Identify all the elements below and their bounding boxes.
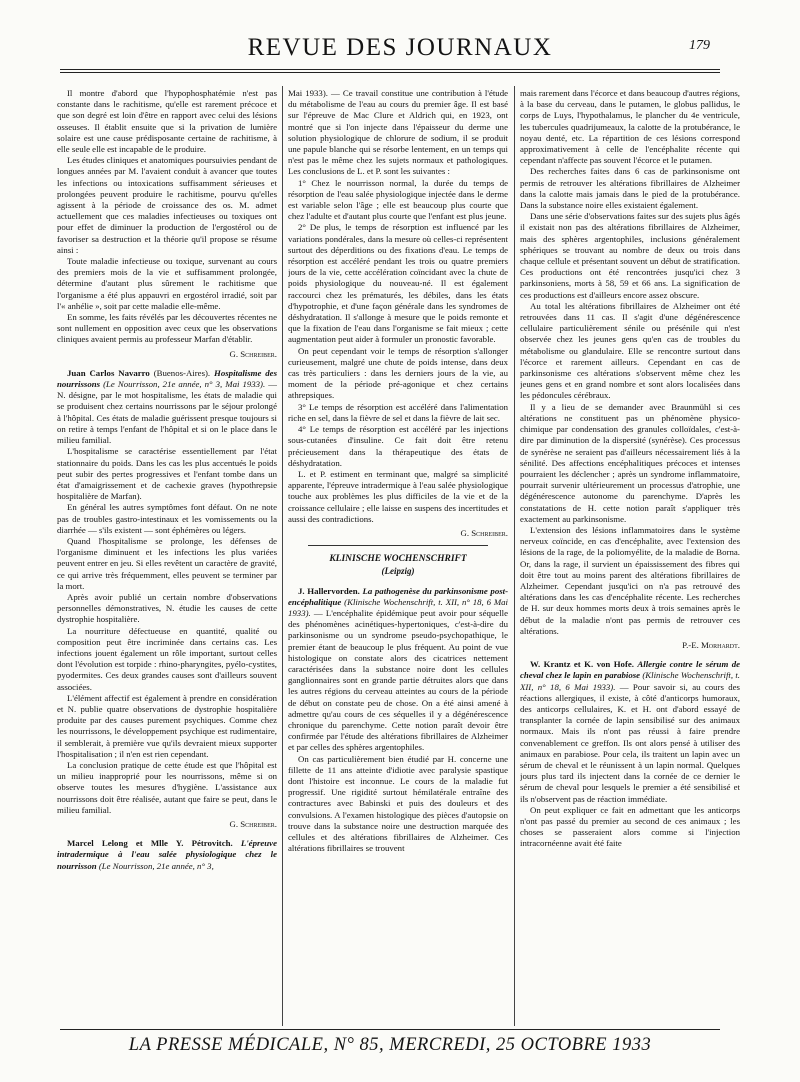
column-3: [520, 88, 740, 1032]
journal-footer: LA PRESSE MÉDICALE, N° 85, MERCREDI, 25 OCTOBRE 1933: [128, 1035, 652, 1055]
column-divider-1: [282, 86, 283, 1026]
paragraph: Toute maladie infectieuse ou toxique, survenant au cours des premiers mois de la vie et suffisamment prolongée, détermine d'autant plus sûrement le rachitisme que l'organisme a été plus appauvri en ergostérol irradié, soit par l'« anhélie », soit par cette maladie elle-même.: [57, 256, 277, 311]
paragraph: On peut expliquer ce fait en admettant que les anticorps n'ont pas passé du premier au second de ces animaux ; les choses se passeraient alors comme si l'injection intracornéenne avait été faite: [520, 804, 740, 849]
footer-rule: [60, 1029, 720, 1030]
paragraph: Il montre d'abord que l'hypophosphatémie n'est pas constante dans le rachitisme, qu'elle est rarement précoce et que son degré est loin d'être en rapport avec celui des lésions osseuses. Il établit ensuite que si la privation de lumière solaire est une cause prédisposante certaine de rachitisme, à elle seule elle est incapable de le produire.: [57, 88, 277, 155]
article-source: (Le Nourrisson, 21e année, n° 3, Mai 1933).: [103, 379, 266, 390]
article-author: Marcel Lelong et Mlle Y. Pétrovitch.: [67, 838, 233, 849]
header-rule-bottom: [60, 72, 720, 73]
signature: G. Schreiber.: [229, 819, 277, 829]
paragraph: La conclusion pratique de cette étude est que l'hôpital est un milieu inapproprié pour les nourrissons, même si on observe toutes les mesures d'hygiène. L'assistance aux nourrissons doit être réalisée, autant que faire se peut, dans le milieu familial.: [57, 759, 277, 815]
article-text: — Pour savoir si, au cours des réactions allergiques, il existe, à côté d'anticorps humoraux, des anticorps cellulaires, K. et H. ont d'abord essayé de transplanter la cornée de lapin sensibilisé sur des animaux normaux. Mais ils n'ont pas réussi à faire prendre convenablement ce greffon. Ils ont alors pensé à utiliser des animaux en parabiose. Pour cela, ils traitent un lapin avec un sérum de cheval et le réunissent à un lapin normal. Quelques jours plus tard ils injectent dans la cornée de ce dernier le sérum de cheval pour lesquels le premier a été sensibilisé et ils n'observent pas de réaction immédiate.: [520, 681, 740, 804]
paragraph: L. et P. estiment en terminant que, malgré sa simplicité apparente, l'épreuve intradermique à l'eau salée physiologique touche aux problèmes les plus difficiles de la vie et de la croissance cellulaire ; elle laisse en suspens des incertitudes et aussi des contradictions.: [288, 468, 508, 524]
paragraph: 1° Chez le nourrisson normal, la durée du temps de résorption de l'eau salée physiologique injectée dans le derme est variable selon l'âge ; elle est beaucoup plus courte que chez l'adulte et d'autant plus courte que l'enfant est plus jeune.: [288, 177, 508, 222]
article-heading: [520, 659, 740, 805]
article-place: (Buenos-Aires).: [153, 367, 211, 378]
article-title: L'épreuve intradermique à l'eau salée physiologique chez le nourrisson: [57, 838, 277, 871]
paragraph: mais rarement dans l'écorce et dans beaucoup d'autres régions, à la base du cerveau, dans le putamen, le globus pallidus, le corps de Luys, l'hypothalamus, le plancher du 4e ventricule, les tubercules quadrijumeaux, la calotte de la protubérance, le noyau denté, etc. La répartition de ces lésions correspond approximativement à celle de l'encéphalite récente qui cependant n'affecte pas souvent l'écorce et le putamen.: [520, 88, 740, 166]
article-heading: [288, 586, 508, 754]
paragraph: Mai 1933). — Ce travail constitue une contribution à l'étude du métabolisme de l'eau au cours du premier âge. Il est basé sur l'épreuve de Mac Clure et Aldrich qui, en 1923, ont montré que si l'on injecte dans l'épaisseur du derme une solution physiologique de chlorure de sodium, il se produit une papule blanche qui se résorbe lentement, en un temps qui n'est pas le même chez les sujets normaux et pathologiques. Les conclusions de L. et P. sont les suivantes :: [288, 88, 508, 177]
article-author: J. Hallervorden.: [298, 585, 360, 596]
section-title: KLINISCHE WOCHENSCHRIFT: [329, 554, 467, 565]
paragraph: Dans une série d'observations faites sur des sujets plus âgés il existait non pas des altérations fibrillaires de Alzheimer, mais des sphères argentophiles, inclusions généralement sphériques se trouvant au nombre de deux ou trois dans chaque cellule et présentant souvent un début de stratification. Ces productions ont été rencontrées jusqu'ici chez 3 parkinsoniens, morts à 58, 59 et 66 ans. La signification de ces productions est d'ailleurs encore assez obscure.: [520, 211, 740, 300]
article-text: — N. désigne, par le mot hospitalisme, les états de maladie qui se produisent chez certains nourrissons par le séjour prolongé à l'hôpital. Ces états de maladie guérissent presque toujours si on retire à temps l'enfant de l'hôpital et si on le place dans le milieu familial.: [57, 379, 277, 446]
article-author: Juan Carlos Navarro: [67, 367, 150, 378]
paragraph: Au total les altérations fibrillaires de Alzheimer ont été retrouvées dans 11 cas. Il s'agit d'une dégénérescence cellulaire particulièrement sénile ou présénile qui n'est observée chez les jeunes gens qu'en cas de troubles du métabolisme ou glandulaire. Elle se rencontre surtout dans l'écorce et rarement ailleurs. Cependant en cas de parkinsonisme ces altérations s'observent même chez les jeunes gens et en grand nombre et sont alors localisées dans les pédoncules cérébraux.: [520, 300, 740, 401]
article-title: Allergie contre le sérum de cheval chez le lapin en parabiose: [520, 659, 740, 681]
column-1: [57, 88, 277, 1032]
running-header-title: REVUE DES JOURNAUX: [247, 34, 553, 61]
article-title: Hospitalisme des nourrissons: [57, 367, 277, 390]
article-heading: [57, 838, 277, 872]
article-heading: [57, 368, 277, 446]
header-rule-top: [60, 69, 720, 70]
paragraph: Quand l'hospitalisme se prolonge, les défenses de l'organisme diminuent et les infections les plus variées peuvent entrer en jeu. Si elles revêtent un caractère de gravité, ce qui arrive très fréquemment, elles peuvent se terminer par la mort.: [57, 535, 277, 591]
section-rule: [308, 545, 488, 546]
section-subtitle: (Leipzig): [381, 566, 415, 577]
column-divider-2: [514, 86, 515, 1026]
article-source: (Klinische Wochenschrift, t. XII, n° 18, 6 Mai 1933).: [288, 596, 508, 618]
signature: G. Schreiber.: [229, 348, 277, 359]
page-number: 179: [689, 38, 710, 53]
article-title: La pathogenèse du parkinsonisme post-encéphalitique: [288, 585, 508, 607]
paragraph: L'élément affectif est également à prendre en considération et N. publie quatre observations de dystrophie hospitalière produite par des causes purement psychiques. Comme chez les nourrissons, le développement psychique est rudimentaire, il semblerait, à première vue qu'ils devraient mieux supporter l'hospitalisation ; il n'en est rien cependant.: [57, 692, 277, 759]
paragraph: On cas particulièrement bien étudié par H. concerne une fillette de 11 ans atteinte d'idiotie avec paralysie spastique dont l'histoire est inconnue. Le cours de la maladie fut progressif. Une rigidité surtout hémilatérale entraîne des contractures avec Babinski et puis des douleurs et des convulsions. A l'examen histologique des pièces d'autopsie on trouve dans la substance noire une destruction marquée des cellules et des altérations fibrillaires de Alzheimer. Ces altérations fibrillaires se trouvent: [288, 753, 508, 854]
signature: G. Schreiber.: [460, 527, 508, 538]
paragraph: Les études cliniques et anatomiques poursuivies pendant de longues années par M. l'avaient conduit à avancer que toutes les infections ou intoxications suffisamment sérieuses et prolongées peuvent produire le rachitisme, pourvu qu'elles agissent à la période de croissance des os. M. admet actuellement que ces maladies infectieuses ou toxiques ont pour effet de diminuer la production de l'ergostérol ou de favoriser sa destruction et la théorie qu'il propose se résume ainsi :: [57, 155, 277, 255]
paragraph: Il y a lieu de se demander avec Braunmühl si ces altérations ne constituent pas un phénomène physico-chimique par condensation des granules colloïdales, c'est-à-dire par diminution de la dispersité (synérèse). Ces processus de synérèse ne seraient pas d'ailleurs nécessairement liés à la sénilité. Des affections encéphalitiques précoces et intenses pourraient les déclencher ; après un syndrome inflammatoire, pourrait survenir ultérieurement un processus d'atrophie, une dégénérescence autonome du parenchyme. D'après les constatations de H. cette notion paraît s'appliquer très exactement au parkinsonisme.: [520, 401, 740, 524]
signature: P.-E. Morhardt.: [682, 639, 740, 650]
paragraph: On peut cependant voir le temps de résorption s'allonger curieusement, malgré une chute de poids intense, dans deux cas très particuliers : dans les derniers jours de la vie, au moment de la période pré-agonique et chez certains athrepsiques.: [288, 345, 508, 401]
paragraph: Après avoir publié un certain nombre d'observations personnelles démonstratives, N. étudie les causes de cette dystrophie hospitalière.: [57, 591, 277, 625]
paragraph: 4° Le temps de résorption est accéléré par les injections sous-cutanées d'insuline. Ce fait doit être retenu précieusement dans la thérapeutique des états de déshydratation.: [288, 424, 508, 468]
paragraph: L'hospitalisme se caractérise essentiellement par l'état stationnaire du poids. Dans les cas les plus accentués le poids peut subir des pertes progressives et l'enfant tombe dans un état d'amaigrissement et de cachexie graves (hypothrepsie hospitalière de Marfan).: [57, 446, 277, 502]
article-source: (Le Nourrisson, 21e année, n° 3,: [98, 860, 214, 871]
paragraph: La nourriture défectueuse en quantité, qualité ou composition peut être incriminée dans certains cas. Les infections jouent également un rôle important, surtout celles dont l'évolution est torpide : rhino-pharyngites, pyélo-cystites, pyodermites. Ces deux grandes causes sont d'ailleurs souvent associées.: [57, 625, 277, 692]
paragraph: En général les autres symptômes font défaut. On ne note pas de troubles gastro-intestinaux et les vomissements ou la diarrhée — s'ils existent — sont éphémères ou légers.: [57, 502, 277, 535]
paragraph: 2° De plus, le temps de résorption est influencé par les variations pondérales, dans la mesure où celles-ci représentent surtout des déperditions ou des fixations d'eau. Le temps de résorption est accéléré pendant les trois ou quatre premiers jours de la vie, cette accélération coïncidant avec la chute de poids physiologique du nouveau-né. Il est également raccourci chez les prématurés, les débiles, dans les états d'hypotrophie, et d'une façon générale dans les syndromes de déshydratation. Il s'allonge à mesure que le poids remonte et que la fixation de l'eau dans l'organisme se fait mieux ; cette augmentation peut aider à formuler un pronostic favorable.: [288, 222, 508, 345]
article-author: W. Krantz et K. von Hofe.: [530, 659, 634, 670]
paragraph: 3° Le temps de résorption est accéléré dans l'alimentation riche en sel, dans la fièvre de sel et dans la fièvre de lait sec.: [288, 401, 508, 423]
article-text: — L'encéphalite épidémique peut avoir pour séquelle des phénomènes acinétiques-hypertoniques, c'est-à-dire du parkinsonisme ou un syndrome pseudo-psychopathique, le premier étant de beaucoup le plus fréquent. Au point de vue histologique on constate alors des cicatrices nettement caractérisées dans la substance noire dont les cellules ganglionnaires sont en grande partie détruites alors que dans les autres régions du cerveau atteintes au cours de la période de début on constate peu de chose. On a été ainsi amené à admettre qu'au cours de ces séquelles il y a dégénérescence chronique du parenchyme. Cette notion paraît devoir être confirmée par l'étude des altérations fibrillaires de Alzheimer et par celles des sphères argentophiles.: [288, 607, 508, 753]
paragraph: Des recherches faites dans 6 cas de parkinsonisme ont permis de retrouver les altérations fibrillaires de Alzheimer dans la calotte mais jamais dans le pied de la protubérance. Dans la substance noire elles existaient également.: [520, 166, 740, 211]
paragraph: En somme, les faits révélés par les découvertes récentes ne sont nullement en opposition avec ceux que les observations cliniques avaient permis au professeur Marfan d'établir.: [57, 312, 277, 345]
article-source: (Klinische Wochenschrift, t. XII, n° 18, 6 Mai 1933).: [520, 670, 740, 692]
column-2: [288, 88, 508, 1032]
paragraph: L'extension des lésions inflammatoires dans le système nerveux coïncide, en cas d'encéphalite, avec l'extension des lésions de la rage, de la poliomyélite, de la maladie de Borna. Or, dans la rage, il survient un épaississement des fibres qui doit être tout au moins parent des altérations fibrillaires de Alzheimer. Cependant jusqu'ici on n'a pas retrouvé des altérations dans les cas d'encéphalite récente. Les recherches de H. sur deux hommes morts deux à trois semaines après le début de la maladie n'ont pas permis de retrouver ces altérations.: [520, 524, 740, 636]
